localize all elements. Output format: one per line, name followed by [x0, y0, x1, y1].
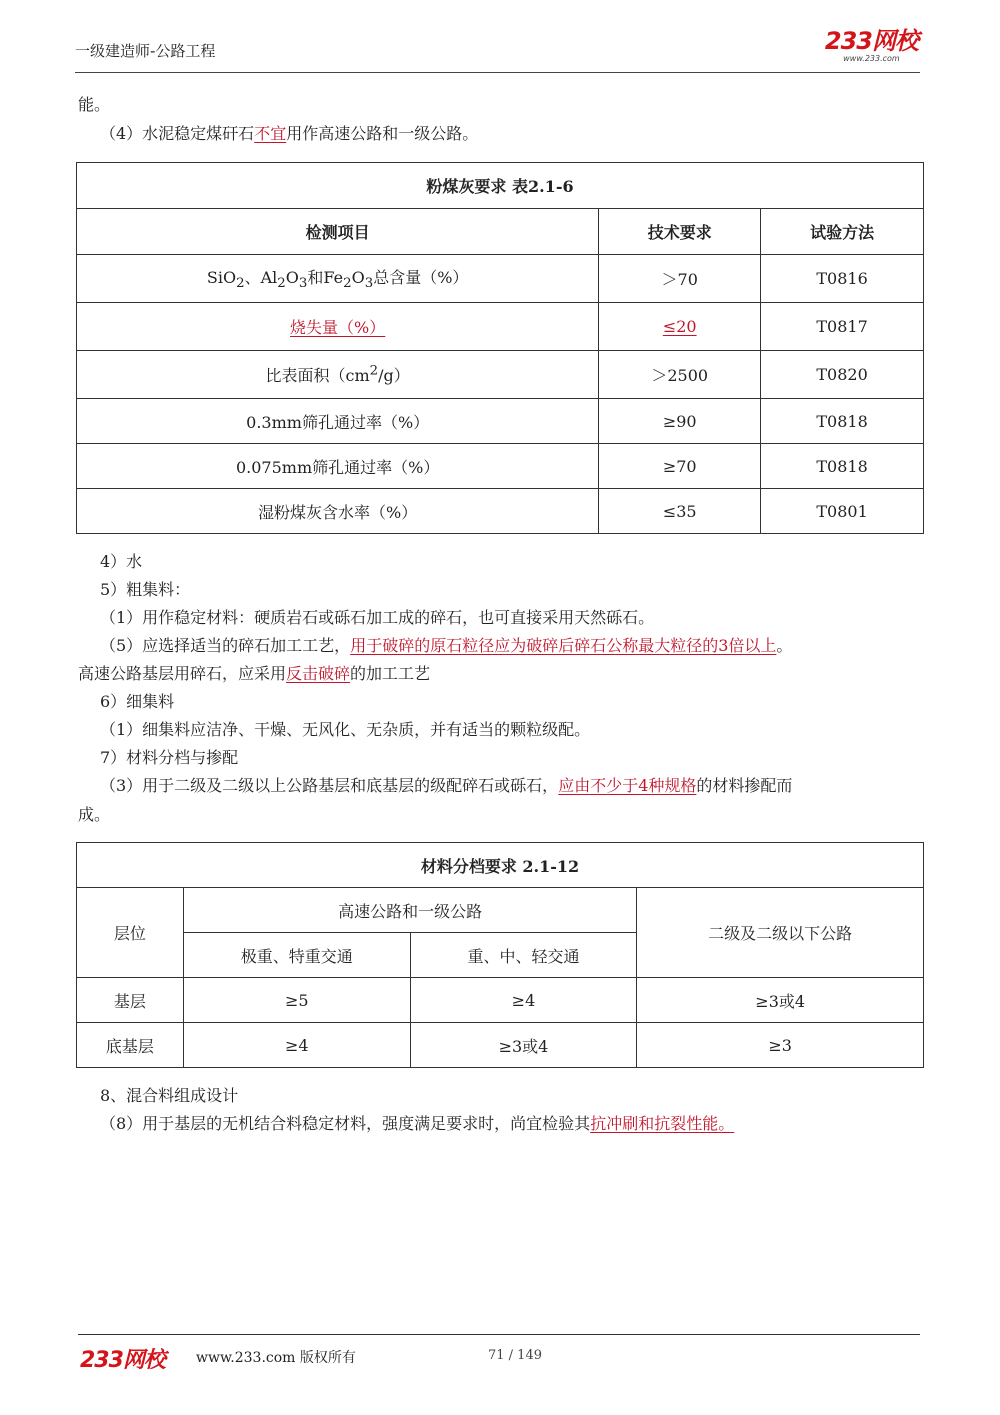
- table-header: 二级及二级以下公路: [637, 888, 924, 978]
- table-row: [77, 489, 924, 534]
- table-row: [77, 444, 924, 489]
- table-cell: ≥4: [183, 1023, 410, 1068]
- fly-ash-table: [76, 162, 924, 534]
- table-cell: 基层: [77, 978, 184, 1023]
- table-cell: ≤20: [599, 303, 761, 351]
- table-cell: 底基层: [77, 1023, 184, 1068]
- table-cell: 0.075mm筛孔通过率（%）: [77, 444, 599, 489]
- table-row: [77, 303, 924, 351]
- table-header: 层位: [77, 888, 184, 978]
- copyright-text: www.233.com 版权所有: [196, 1350, 356, 1366]
- text-line: （4）水泥稳定煤矸石不宜用作高速公路和一级公路。: [100, 124, 479, 143]
- text-line: （1）用作稳定材料：硬质岩石或砾石加工成的碎石，也可直接采用天然砾石。: [100, 608, 655, 627]
- page-header: [75, 28, 920, 73]
- text-line: 5）粗集料：: [100, 580, 191, 599]
- text-line: 高速公路基层用碎石，应采用反击破碎的加工工艺: [78, 664, 431, 683]
- table-cell: ≥3或4: [637, 978, 924, 1023]
- table-cell: ≥4: [410, 978, 637, 1023]
- text-line: 成。: [78, 805, 111, 824]
- table-row: [77, 1023, 924, 1068]
- table-header: 重、中、轻交通: [410, 933, 637, 978]
- table-cell: 0.3mm筛孔通过率（%）: [77, 399, 599, 444]
- table-cell: ≥90: [599, 399, 761, 444]
- text-line: （3）用于二级及二级以上公路基层和底基层的级配碎石或砾石，应由不少于4种规格的材料掺配而: [100, 776, 793, 795]
- table-row: [77, 978, 924, 1023]
- highlight-text: 不宜: [254, 124, 287, 143]
- table-cell: ≥70: [599, 444, 761, 489]
- table-cell: ≥5: [183, 978, 410, 1023]
- table-cell: T0816: [761, 255, 924, 303]
- table-caption: 粉煤灰要求 表2.1-6: [77, 163, 924, 209]
- table-header: 检测项目: [77, 209, 599, 255]
- table-cell: ≤35: [599, 489, 761, 534]
- document-title: 一级建造师-公路工程: [75, 42, 216, 60]
- text-line: 4）水: [100, 552, 143, 571]
- table-cell: ＞70: [599, 255, 761, 303]
- text-line: 7）材料分档与掺配: [100, 748, 239, 767]
- table-cell: 湿粉煤灰含水率（%）: [77, 489, 599, 534]
- brand-logo: [825, 28, 918, 63]
- table-caption: 材料分档要求 2.1-12: [77, 843, 924, 888]
- page-number: 71 / 149: [488, 1348, 542, 1363]
- material-grading-table: [76, 842, 924, 1068]
- logo-brand-text: 233网校: [824, 27, 918, 55]
- text-line: 6）细集料: [100, 692, 175, 711]
- highlight-text: 反击破碎: [286, 664, 351, 683]
- table-row: [77, 351, 924, 399]
- table-row: [77, 399, 924, 444]
- footer-logo: 233网校: [80, 1348, 165, 1373]
- table-cell: SiO$_2$、$Al_2O_3$和$Fe_2O_3$总含量（%）: [77, 255, 599, 303]
- text-line: （8）用于基层的无机结合料稳定材料，强度满足要求时，尚宜检验其抗冲刷和抗裂性能。: [100, 1114, 735, 1133]
- table-cell: T0801: [761, 489, 924, 534]
- table-cell: T0820: [761, 351, 924, 399]
- table-cell: ≥3或4: [410, 1023, 637, 1068]
- table-cell: ＞2500: [599, 351, 761, 399]
- highlight-text: 用于破碎的原石粒径应为破碎后碎石公称最大粒径的3倍以上: [350, 636, 777, 655]
- table-header: 高速公路和一级公路: [183, 888, 636, 933]
- table-row: [77, 255, 924, 303]
- logo-url: www.233.com: [843, 54, 900, 63]
- highlight-text: 抗冲刷和抗裂性能。: [590, 1114, 735, 1133]
- table-cell: T0818: [761, 399, 924, 444]
- table-cell: 烧失量（%）: [77, 303, 599, 351]
- text-line: （5）应选择适当的碎石加工工艺，用于破碎的原石粒径应为破碎后碎石公称最大粒径的3倍以上。: [100, 636, 793, 655]
- table-cell: T0818: [761, 444, 924, 489]
- table-cell: ≥3: [637, 1023, 924, 1068]
- text-line: （1）细集料应洁净、干燥、无风化、无杂质，并有适当的颗粒级配。: [100, 720, 591, 739]
- text-line: 能。: [78, 95, 111, 114]
- table-header: 极重、特重交通: [183, 933, 410, 978]
- table-header: 技术要求: [599, 209, 761, 255]
- table-cell: T0817: [761, 303, 924, 351]
- highlight-text: 应由不少于4种规格: [558, 776, 697, 795]
- text-line: 8、混合料组成设计: [100, 1086, 239, 1105]
- table-cell: 比表面积$(cm^2/g)$: [77, 351, 599, 399]
- page-footer: [78, 1334, 920, 1375]
- table-header: 试验方法: [761, 209, 924, 255]
